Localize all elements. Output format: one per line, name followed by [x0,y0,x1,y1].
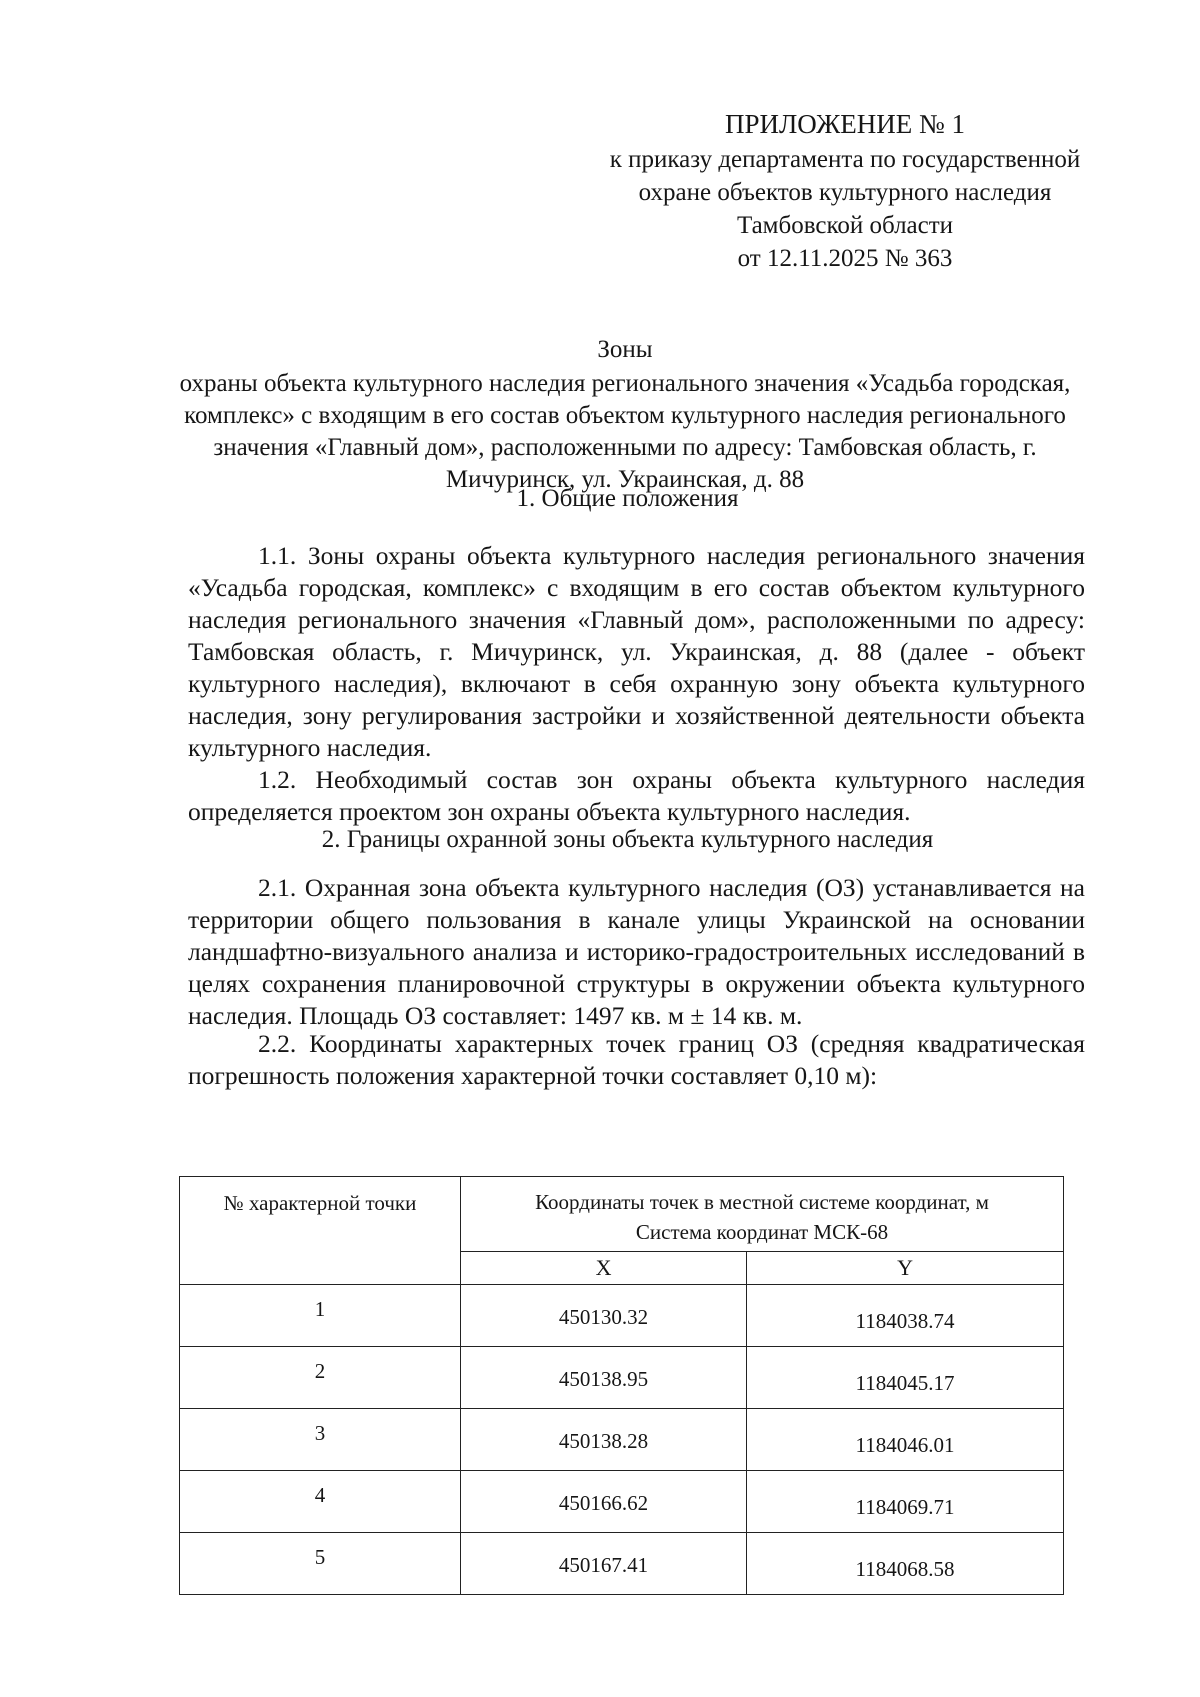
point-number-cell: 5 [180,1533,461,1595]
document-heading [175,334,1075,496]
point-number-cell: 4 [180,1471,461,1533]
heading-title: Зоны [597,336,653,363]
column-header-coordinates [461,1177,1064,1252]
table-row [180,1347,1064,1409]
column-header-x: X [461,1252,747,1285]
paragraph-2-2: 2.2. Координаты характерных точек границ ОЗ (средняя квадратическая погрешность положения характерной точки составляет 0,10 м): [188,1029,1085,1090]
x-coordinate-cell: 450167.41 [461,1533,747,1595]
appendix-date: от 12.11.2025 № 363 [737,245,953,272]
appendix-title: ПРИЛОЖЕНИЕ № 1 [724,109,966,139]
y-coordinate-cell: 1184068.58 [747,1533,1064,1595]
point-number-cell: 3 [180,1409,461,1471]
appendix-line: охране объектов культурного наследия [638,179,1052,206]
paragraph-1-1: 1.1. Зоны охраны объекта культурного наследия регионального значения «Усадьба городская, комплекс» с входящим в его состав объектом культурного наследия регионального значения «Главный дом», расположенными по адресу: Тамбовская область, г. Мичуринск, ул. Украинская, д. 88 (далее - объект культурного наследия), включают в себя охранную зону объекта культурного наследия, зону регулирования застройки и хозяйственной деятельности объекта культурного наследия. [188,541,1085,762]
x-coordinate-cell: 450166.62 [461,1471,747,1533]
y-coordinate-cell: 1184069.71 [747,1471,1064,1533]
appendix-line: Тамбовской области [736,212,954,239]
point-number-cell: 2 [180,1347,461,1409]
section-1-title: 1. Общие положения [516,485,739,512]
heading-subtitle: охраны объекта культурного наследия регионального значения «Усадьба городская, комплекс» с входящим в его состав объектом культурного наследия регионального значения «Главный дом», расположенными по адресу: Тамбовская область, г. Мичуринск, ул. Украинская, д. 88 [179,370,1071,493]
y-coordinate-cell: 1184046.01 [747,1409,1064,1471]
point-number-cell: 1 [180,1285,461,1347]
section-2-title: 2. Границы охранной зоны объекта культурного наследия [321,826,934,853]
table-row [180,1409,1064,1471]
x-coordinate-cell: 450138.95 [461,1347,747,1409]
appendix-line: к приказу департамента по государственной [609,146,1081,173]
table-row [180,1285,1064,1347]
paragraph-2-1: 2.1. Охранная зона объекта культурного наследия (ОЗ) устанавливается на территории общего пользования в канале улицы Украинской на основании ландшафтно-визуального анализа и историко-градостроительных исследований в целях сохранения планировочной структуры в окружении объекта культурного наследия. Площадь ОЗ составляет: 1497 кв. м ± 14 кв. м. [188,873,1085,1030]
x-coordinate-cell: 450138.28 [461,1409,747,1471]
table-row [180,1533,1064,1595]
y-coordinate-cell: 1184038.74 [747,1285,1064,1347]
coordinates-system-line: Система координат МСК-68 [635,1220,889,1244]
column-header-point-number: № характерной точки [180,1177,461,1285]
coordinates-table [179,1176,1064,1595]
column-header-y: Y [747,1252,1064,1285]
table-row [180,1471,1064,1533]
coordinates-header-line: Координаты точек в местной системе координат, м [535,1190,989,1214]
paragraph-1-2: 1.2. Необходимый состав зон охраны объекта культурного наследия определяется проектом зон охраны объекта культурного наследия. [188,765,1085,826]
y-coordinate-cell: 1184045.17 [747,1347,1064,1409]
appendix-block [575,108,1115,275]
x-coordinate-cell: 450130.32 [461,1285,747,1347]
